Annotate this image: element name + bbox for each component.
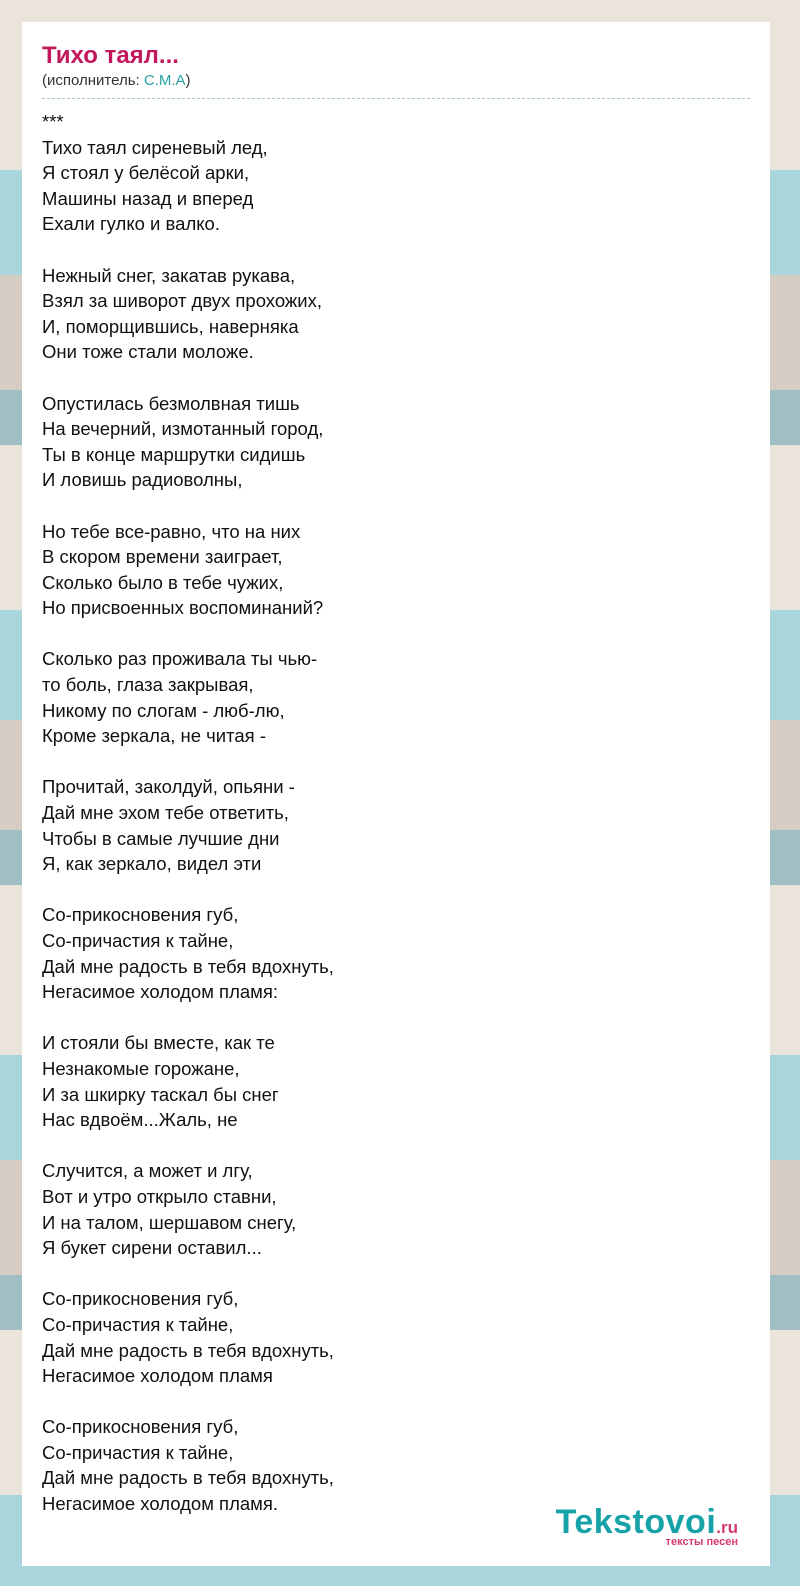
lyric-line: Я букет сирени оставил...	[42, 1237, 262, 1259]
lyric-line: Со-причастия к тайне,	[42, 930, 234, 951]
lyric-line: Опустилась безмолвная тишь	[42, 392, 300, 414]
artist-link[interactable]: С.М.А	[143, 72, 186, 89]
stanza-gap	[42, 1389, 750, 1415]
song-card	[22, 22, 770, 1566]
lyric-line: Но тебе все-равно, что на них	[42, 520, 301, 542]
lyric-line: Со-причастия к тайне,	[42, 1441, 234, 1463]
lyric-line: Ехали гулко и валко.	[42, 213, 220, 235]
lyric-line: Негасимое холодом пламя	[42, 1365, 273, 1387]
lyric-line: Дай мне радость в тебя вдохнуть,	[42, 1339, 334, 1361]
stanza-gap	[42, 237, 750, 263]
lyric-line: И за шкирку таскал бы снег	[42, 1083, 279, 1105]
artist-prefix: (исполнитель:	[42, 72, 144, 89]
lyric-line: Сколько было в тебе чужих,	[42, 571, 284, 593]
lyric-line: И на талом, шершавом снегу,	[42, 1211, 297, 1233]
lyric-line: Я стоял у белёсой арки,	[42, 162, 250, 184]
lyric-line: Ты в конце маршрутки сидишь	[42, 443, 306, 465]
lyric-line: Негасимое холодом пламя.	[42, 1493, 279, 1515]
lyric-line: В скором времени заиграет,	[42, 546, 283, 568]
lyric-line: На вечерний, измотанный город,	[42, 418, 324, 440]
artist-suffix: )	[185, 72, 191, 89]
lyric-line: Нас вдвоём...Жаль, не	[42, 1109, 238, 1131]
lyric-line: Дай мне радость в тебя вдохнуть,	[42, 955, 334, 977]
lyric-line: Тихо таял сиреневый лед,	[42, 136, 268, 158]
lyric-line: Дай мне радость в тебя вдохнуть,	[42, 1467, 334, 1489]
lyric-line: Они тоже стали моложе.	[42, 341, 254, 363]
stanza-gap	[42, 365, 750, 391]
stanza-gap	[42, 749, 750, 775]
title-divider	[42, 98, 750, 99]
lyric-line: Чтобы в самые лучшие дни	[42, 827, 280, 849]
lyric-line: Негасимое холодом пламя:	[42, 981, 279, 1003]
lyric-line: Со-причастия к тайне,	[42, 1313, 234, 1335]
logo-tagline: тексты песен	[665, 1536, 738, 1548]
stanza-gap	[42, 1261, 750, 1287]
lyric-line: Машины назад и вперед	[42, 187, 254, 209]
lyric-line: Со-прикосновения губ,	[42, 1288, 239, 1310]
lyric-line: Прочитай, заколдуй, опьяни -	[42, 776, 295, 798]
lyric-line: Я, как зеркало, видел эти	[42, 853, 262, 875]
lyric-line: ***	[42, 111, 64, 132]
lyric-line: Вот и утро открыло ставни,	[42, 1185, 277, 1207]
lyric-line: Нежный снег, закатав рукава,	[42, 264, 296, 286]
lyric-line: Сколько раз проживала ты чью-	[42, 648, 318, 670]
site-logo[interactable]	[556, 1504, 738, 1548]
lyric-line: Со-прикосновения губ,	[42, 904, 239, 926]
song-title: Тихо таял...	[42, 42, 179, 69]
lyric-line: Кроме зеркала, не читая -	[42, 725, 266, 747]
logo-domain: .ru	[716, 1518, 738, 1537]
lyric-line: И ловишь радиоволны,	[42, 469, 243, 491]
lyric-line: Дай мне эхом тебе ответить,	[42, 802, 289, 824]
lyric-line: И стояли бы вместе, как те	[42, 1032, 275, 1054]
lyric-line: Случится, а может и лгу,	[42, 1160, 253, 1182]
lyric-line: Но присвоенных воспоминаний?	[42, 597, 324, 619]
lyric-line: Со-прикосновения губ,	[42, 1416, 239, 1438]
stanza-gap	[42, 1133, 750, 1159]
lyric-line: И, поморщившись, наверняка	[42, 315, 299, 337]
lyrics-text	[42, 109, 750, 1517]
artist-line	[42, 72, 750, 90]
lyric-line: Незнакомые горожане,	[42, 1057, 240, 1079]
stanza-gap	[42, 877, 750, 903]
lyric-line: Никому по слогам - люб-лю,	[42, 699, 285, 721]
logo-wordmark: Tekstovoi	[555, 1503, 717, 1541]
stanza-gap	[42, 1005, 750, 1031]
stanza-gap	[42, 621, 750, 647]
lyric-line: то боль, глаза закрывая,	[42, 674, 254, 696]
stanza-gap	[42, 493, 750, 519]
lyric-line: Взял за шиворот двух прохожих,	[42, 290, 323, 312]
